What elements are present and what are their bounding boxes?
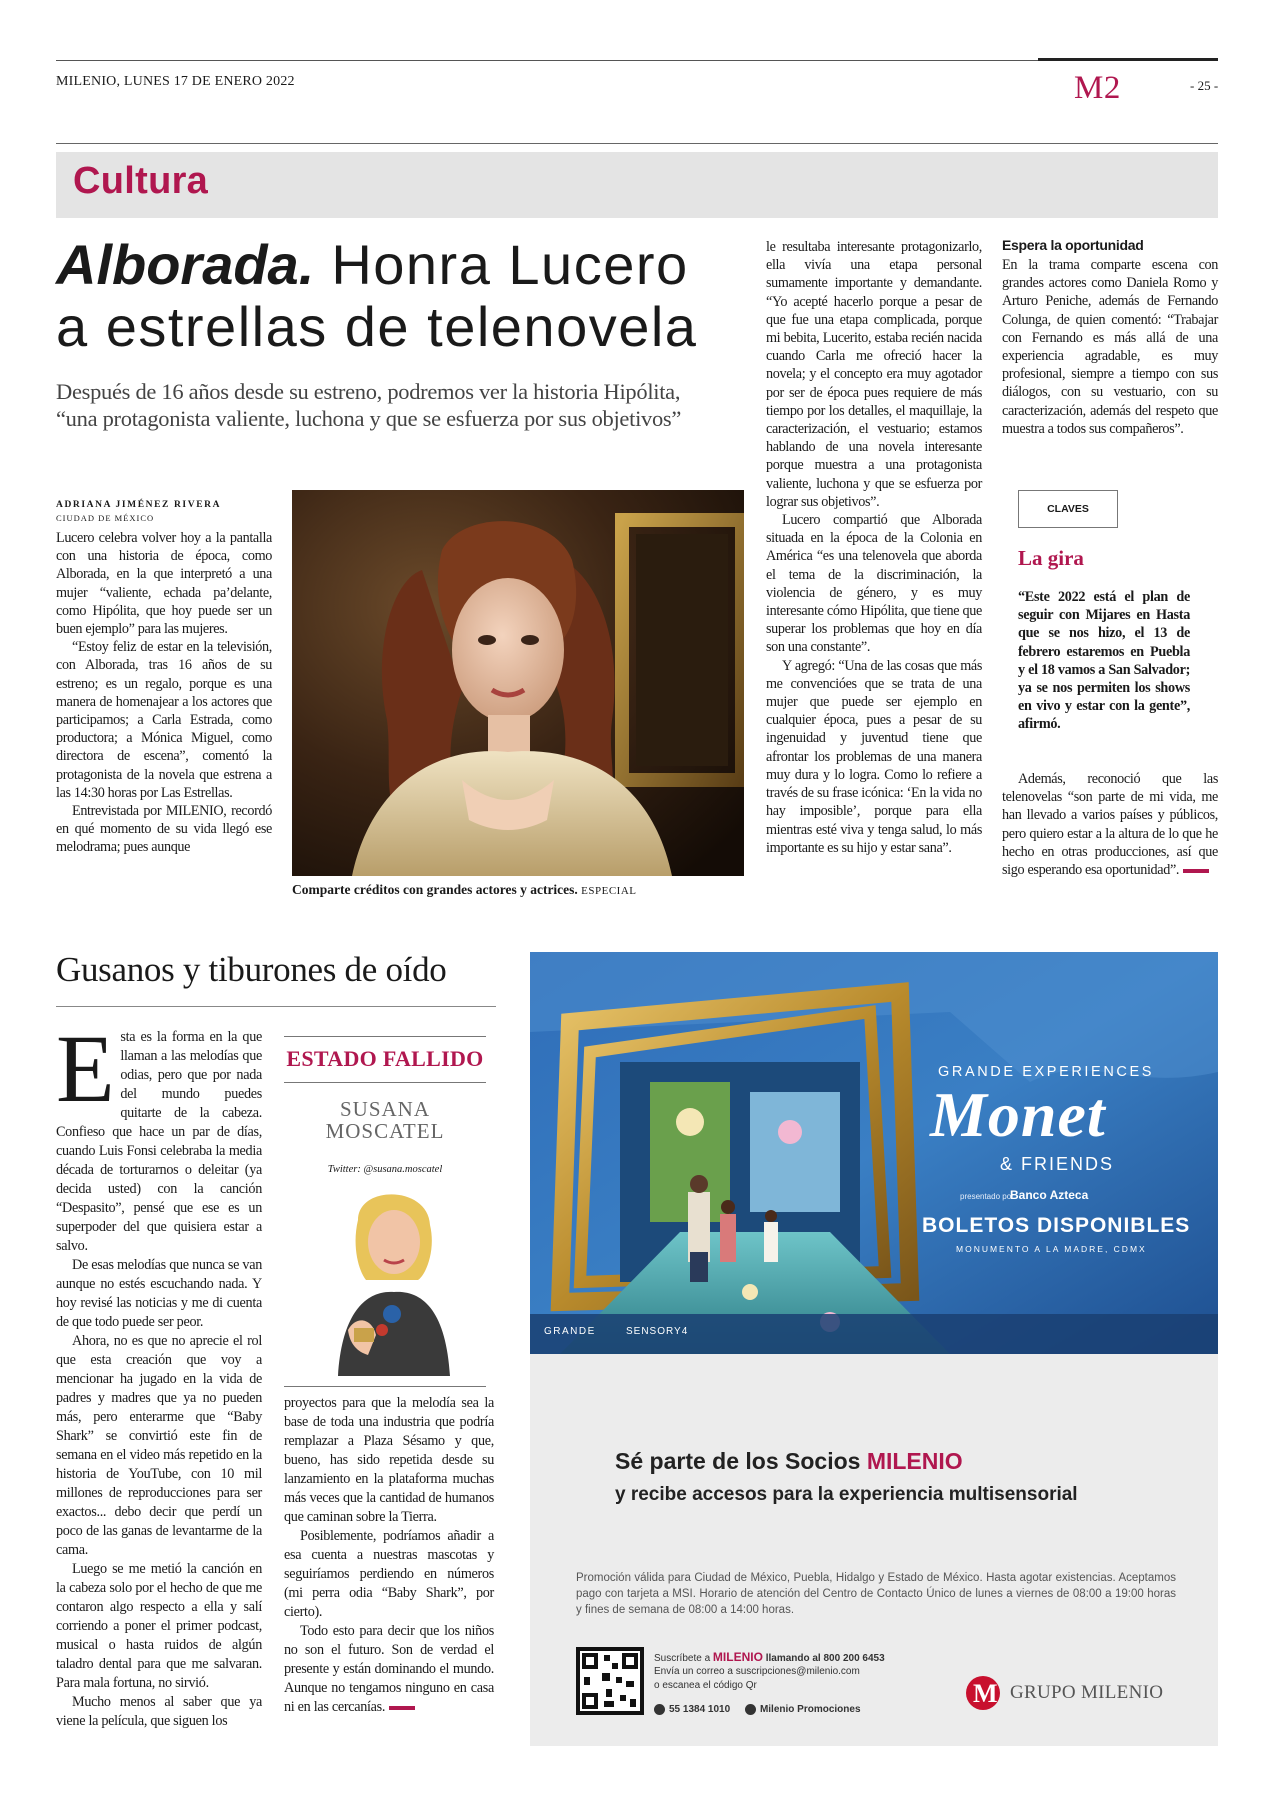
ad-sponsor: Banco Azteca <box>1010 1188 1089 1202</box>
section-code: M2 <box>1074 70 1121 106</box>
article-col-3 <box>766 238 982 857</box>
claves-title: La gira <box>1018 546 1084 570</box>
headline-bold: Alborada. <box>56 233 315 296</box>
author-name <box>284 1098 486 1142</box>
ad-kicker: GRANDE EXPERIENCES <box>938 1064 1155 1080</box>
socios-headline <box>615 1448 963 1475</box>
paragraph: De esas melodías que nunca se van aunque no estés escuchando nada. Y hoy revisé las noticias y me di cuenta de que todo puede ser peor. <box>56 1257 262 1330</box>
dateline: MILENIO, LUNES 17 DE ENERO 2022 <box>56 74 295 89</box>
subscribe-phone: llamando al 800 200 6453 <box>762 1653 885 1664</box>
paragraph: Entrevistada por MILENIO, recordó en qué momento de su vida llegó ese melodrama; pues aunque <box>56 803 272 856</box>
subscribe-qr: o escanea el código Qr <box>654 1680 757 1691</box>
deck-line1: Después de 16 años desde su estreno, podremos ver la historia Hipólita, <box>56 379 681 404</box>
end-mark <box>389 1706 415 1710</box>
author-portrait <box>318 1180 466 1376</box>
column-name: ESTADO FALLIDO <box>286 1046 484 1071</box>
ad-logo-grande: GRANDE <box>544 1326 596 1337</box>
headline-line1: Honra Lucero <box>331 233 689 296</box>
main-headline <box>56 234 697 358</box>
paragraph: Lucero compartió que Alborada situada en la época de la Colonia en América “es una telenovela que aborda el tema de la discriminación, la violencia de género, y es muy interesante cómo Hipólita, que tiene que superar los problemas que hoy en día son una constante”. <box>766 512 982 656</box>
paragraph: Ahora, no es que no aprecie el rol que esta creación que voy a mencionar ha jugado en la vida de padres y madres que ya no pueden más, pero enterarme que “Baby Shark” se convirtió este fin de semana en el video más repetido en la historia de YouTube, con 10 mil millones de reproducciones para ser exactos... debo decir que perdí un poco de las ganas de levantarme de la cama. <box>56 1333 262 1558</box>
author-twitter: Twitter: @susana.moscatel <box>327 1164 443 1175</box>
paragraph-text: Además, reconoció que las telenovelas “son parte de mi vida, me han llevado a varios países y públicos, pero quiero estar a la altura de lo que he hecho en otras producciones, así que sigo esperando esa oportunidad”. <box>1002 771 1218 879</box>
photo-caption: Comparte créditos con grandes actores y actrices. <box>292 882 578 897</box>
paragraph: Posiblemente, podríamos añadir a esa cuenta a nuestras mascotas y seguiríamos perdiendo en números (mi perra odia “Baby Shark”, por cierto). <box>284 1528 494 1620</box>
headline-line2: a estrellas de telenovela <box>56 295 698 358</box>
socios-fine-print: Promoción válida para Ciudad de México, Puebla, Hidalgo y Estado de México. Hasta agotar existencias. Aceptamos pago con tarjeta a MSI. Horario de atención del Centro de Contacto Único de lunes a viernes de 08:00 a 19:00 horas y fines de semana de 08:00 a 14:00 horas. <box>576 1572 1176 1616</box>
photo-caption-line <box>292 882 637 898</box>
author-last: MOSCATEL <box>325 1119 445 1143</box>
contact-row <box>654 1704 861 1715</box>
dropcap: E <box>56 1015 115 1122</box>
author-first: SUSANA <box>339 1097 431 1121</box>
column-headline: Gusanos y tiburones de oído <box>56 950 447 989</box>
claves-box: CLAVES <box>1018 490 1118 528</box>
ad-monet[interactable] <box>530 952 1218 1354</box>
photo-lucero <box>292 490 744 876</box>
paragraph: Lucero celebra volver hoy a la pantalla con una historia de época, como Alborada, en la que interpretó a una mujer “valiente, echada pa’delante, como Hipólita, que hoy puede ser un buen ejemplo” para las mujeres. <box>56 530 272 638</box>
ad-logo-sensory: SENSORY4 <box>626 1326 689 1337</box>
ad-socios[interactable] <box>530 1354 1218 1746</box>
columnist-rule-bottom <box>284 1386 486 1387</box>
milenio-logo-icon <box>966 1676 1000 1710</box>
subscribe-prefix: Suscríbete a <box>654 1653 713 1664</box>
paragraph-text: Todo esto para decir que los niños no son el futuro. Son de verdad el presente y están dominando el mundo. Aunque no tengamos ninguno en casa ni en las cercanías. <box>284 1623 494 1715</box>
article-col-4 <box>1002 256 1218 438</box>
article-photo <box>292 490 744 876</box>
socios-brand: MILENIO <box>866 1448 963 1474</box>
paragraph <box>1002 770 1218 879</box>
facebook-icon <box>745 1704 756 1715</box>
location: CIUDAD DE MÉXICO <box>56 513 155 523</box>
photo-credit: ESPECIAL <box>581 885 637 897</box>
paragraph: En la trama comparte escena con grandes actores como Daniela Romo y Arturo Peniche, además de Fernando Colunga, de quien comentó: “Trabajar con Fernando es más allá de una experiencia agradable, es muy profesional, siempre a tiempo con sus diálogos, con su vestuario, con su caracterización, además del respeto que muestra a todos sus compañeros”. <box>1002 257 1218 437</box>
column-col-1 <box>56 1015 262 1731</box>
paragraph: “Estoy feliz de estar en la televisión, con Alborada, tras 16 años de su estreno; es un regalo, porque es una manera de homenajear a los actores que participamos; a Carla Estrada, como productora; a Mónica Miguel, como directora de escena”, comentó la protagonista de la novela que estrena a las 14:30 horas por Las Estrellas. <box>56 639 272 801</box>
whatsapp-number[interactable]: 55 1384 1010 <box>669 1704 731 1716</box>
whatsapp-icon <box>654 1704 665 1715</box>
paragraph-text: sta es la forma en la que llaman a las melodías que odias, pero que por nada del mundo puedes quitarte de la cabeza. Confieso que hace un par de días, cuando Luis Fonsi celebraba la media década de torturarnos o deleitar (ya decida usted) con la canción “Despasito”, pensé que ese es un superpoder del que quisiera estar a salvo. <box>56 1029 262 1254</box>
subscribe-email[interactable]: Envía un correo a suscripciones@milenio.com <box>654 1666 860 1677</box>
paragraph <box>56 1015 262 1256</box>
top-rule-accent <box>1038 58 1218 61</box>
socios-prefix: Sé parte de los Socios <box>615 1448 867 1474</box>
article-col-4b <box>1002 770 1218 879</box>
paragraph: Luego se me metió la canción en la cabeza solo por el hecho de que me contaron algo respecto a ella y salí corriendo a poner el primer podcast, musical o hasta ruidos de algún taladro dental para que me salvaran. Para mala fortuna, no sirvió. <box>56 1561 262 1691</box>
header-rule <box>56 143 1218 144</box>
claves-quote: “Este 2022 está el plan de seguir con Mijares en Hasta que se nos hizo, el 13 de febrero estaremos en Puebla y el 18 vamos a San Salvador; ya se nos permiten los shows en vivo y estar con la gente”, afirmó. <box>1018 589 1190 733</box>
deck <box>56 378 746 432</box>
qr-pattern <box>580 1651 640 1711</box>
paragraph: le resultaba interesante protagonizarlo, ella vivía una etapa personal sumamente importante y demandante. “Yo acepté hacerlo porque a pesar de que fue una etapa complicada, porque mi bebita, Lucerito, estaba recién nacida cuando Carla me ofreció hacer la novela; y el concepto era muy agotador por ser de época pues requiere de más tiempo por los detalles, el maquillaje, la caracterización, el vestuario; estamos hablando de una novela interesante porque muestra a una protagonista valiente, luchona y que se esfuerza por lograr sus objetivos”. <box>766 239 982 510</box>
column-col-2 <box>284 1394 494 1717</box>
byline: ADRIANA JIMÉNEZ RIVERA <box>56 500 222 510</box>
ad-subtitle: & FRIENDS <box>1000 1154 1115 1174</box>
section-label: Cultura <box>73 160 209 202</box>
section-bar <box>56 152 1218 218</box>
ad-monet-art <box>530 952 1218 1354</box>
ad-cta[interactable]: BOLETOS DISPONIBLES <box>922 1214 1191 1237</box>
subhead: Espera la oportunidad <box>1002 237 1144 253</box>
deck-line2: “una protagonista valiente, luchona y que se esfuerza por sus objetivos” <box>56 406 682 431</box>
page-number: - 25 - <box>1190 78 1219 93</box>
paragraph: proyectos para que la melodía sea la base de toda una industria que podría remplazar a Plaza Sésamo y que, bueno, has sido repetida desde su lanzamiento en la plataforma muchas más veces que la cantidad de humanos que caminan sobre la Tierra. <box>284 1395 494 1525</box>
end-mark <box>1183 869 1209 873</box>
article-col-1 <box>56 529 272 857</box>
column-rule <box>56 1006 496 1007</box>
ad-venue: MONUMENTO A LA MADRE, CDMX <box>956 1244 1147 1254</box>
paragraph <box>284 1622 494 1717</box>
facebook-page[interactable]: Milenio Promociones <box>759 1704 861 1716</box>
ad-title: Monet <box>930 1079 1106 1150</box>
milenio-logo-m: M <box>973 1679 998 1708</box>
socios-subline: y recibe accesos para la experiencia multisensorial <box>615 1484 1078 1505</box>
paragraph: Mucho menos al saber que ya viene la película, que siguen los <box>56 1694 262 1729</box>
paragraph: Y agregó: “Una de las cosas que más me convencióes que se trata de una mujer que puede ser ejemplo en cualquier época, pues a pesar de su ingenuidad y juventud tiene que afrontar los problemas de una manera muy dura y lo logra. Como lo refiere a través de su frase icónica: ‘En la vida no hay imposible’, porque para ella mientras esté viva y tenga salud, lo más importante es su hijo y estar sana”. <box>766 657 982 856</box>
qr-code[interactable] <box>576 1647 644 1715</box>
group-logo: GRUPO MILENIO <box>1010 1682 1164 1703</box>
ad-presented: presentado por <box>960 1192 1014 1201</box>
columnist-rule-top <box>284 1036 486 1037</box>
author-photo <box>318 1180 466 1376</box>
subscribe-brand: MILENIO <box>712 1650 763 1664</box>
subscribe-line <box>654 1650 885 1664</box>
columnist-rule-mid <box>284 1082 486 1083</box>
